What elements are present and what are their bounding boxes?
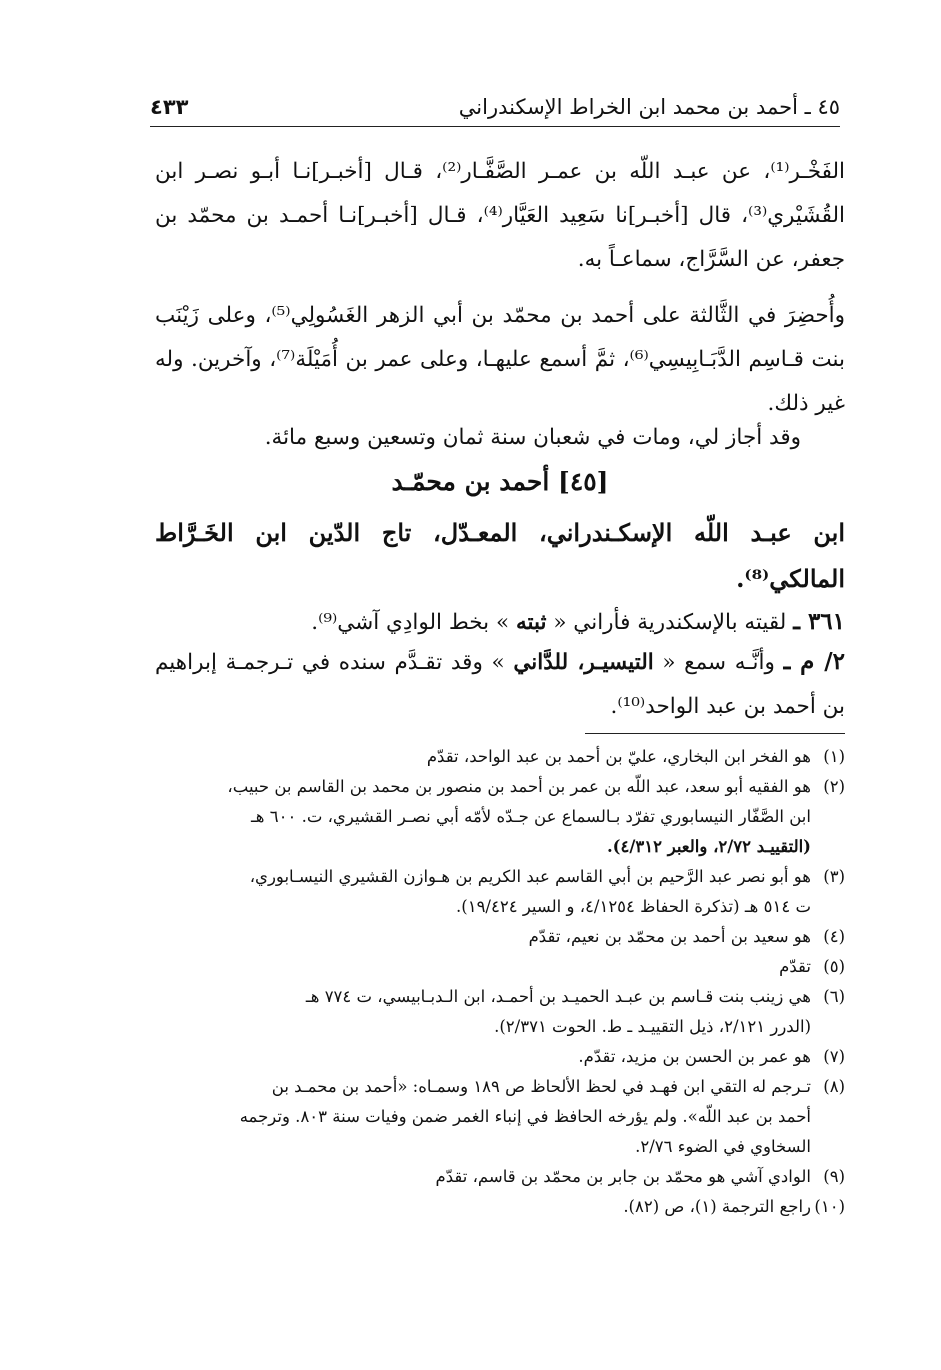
footnote-line: هو الفقيه أبو سعد، عبد اللّه بن عمر بن أحمد بن منصور بن محمد بن القاسم بن حبيب، — [227, 777, 811, 796]
footnote-line: السخاوي في الضوء ٢/٧٦. — [635, 1137, 811, 1156]
footnote — [155, 982, 845, 1042]
page-number: ٤٣٣ — [150, 95, 189, 119]
footnote-line: الوادي آشي هو محمّد بن جابر بن محمّد بن قاسم، تقدّم — [435, 1167, 811, 1186]
item-number: ٢/ م ـ — [783, 648, 845, 675]
footnote-line: هي زينب بنت قـاسم بن عبـد الحميـد بن أحمـد، ابن الـدبـابيسي، ت ٧٧٤ هـ — [305, 987, 811, 1006]
footnote-line: (الدرر ٢/١٢١، ذيل التقييـد ـ ط. الحوت ٢/٣٧١). — [494, 1017, 811, 1036]
paragraph-attendance: وأُحضِرَ في الثَّالثة على أحمد بن محمّد بن أبي الزهر الغَسُولِي⁽⁵⁾، وعلى زَيْنَب بنت قـاسِم الدَّبَـابِيسِي⁽⁶⁾، ثمَّ أسمع عليهـا، وعلى عمر بن أُمَيْلَة⁽⁷⁾، وآخرين. وله غير ذلك. — [155, 303, 846, 416]
item-bold-title: التيسيـر، للدَّاني — [513, 650, 654, 675]
header-title: ٤٥ ـ أحمد بن محمد ابن الخراط الإسكندراني — [458, 95, 840, 119]
footnote — [155, 922, 845, 952]
footnote-text — [155, 1192, 811, 1222]
entry-heading: [٤٥] أحمد بن محمّـد — [391, 467, 609, 496]
footnote-text — [155, 922, 811, 952]
footnote — [155, 742, 845, 772]
footnote — [155, 1162, 845, 1192]
footnote-number: (٢) — [823, 777, 845, 796]
entry-subtitle: ابن عبـد اللّه الإسكـندراني، المعـدّل، تاج الدّين ابن الخَـرَّاط المالكي⁽⁸⁾. — [155, 518, 845, 593]
footnote-text — [155, 1042, 811, 1072]
death-text: وقد أجاز لي، ومات في شعبان سنة ثمان وتسعين وسبع مائة. — [264, 425, 801, 450]
footnote-number: (٣) — [823, 867, 845, 886]
footnote — [155, 1042, 845, 1072]
footnote-number: (٩) — [823, 1167, 845, 1186]
footnotes — [155, 742, 845, 1222]
footnote-number: (١٠) — [814, 1197, 845, 1216]
footnote-line: ابن الصَّفّار النيسابوري تفرّد بـالسماع عن جـدّه لأمّه أبي نصـر القشيري، ت. ٦٠٠ هـ — [250, 807, 811, 826]
footnote-line: أحمد بن عبد اللّه». ولم يؤرخه الحافظ في إنباء الغمر ضمن وفيات سنة ٨٠٣. وترجمه — [239, 1107, 811, 1126]
entry-item-361 — [155, 600, 845, 645]
footnote-text — [155, 982, 811, 1042]
footnote-separator — [585, 733, 845, 734]
footnote-text — [155, 1072, 811, 1162]
footnote-line: هو سعيد بن أحمد بن محمّد بن نعيم، تقدّم — [528, 927, 811, 946]
item-text-tail: » وقد تقـدَّم سنده في تـرجمـة إبراهيم بن أحمد بن عبد الواحد⁽¹⁰⁾. — [155, 650, 845, 719]
entry-item-2 — [155, 640, 845, 729]
item-text-tail: » بخط الوادِي آشي⁽⁹⁾. — [311, 610, 510, 635]
footnote-line: هو أبو نصر عبد الرَّحيم بن أبي القاسم عبد الكريم بن هـوازن القشيري النيسـابوري، — [249, 867, 811, 886]
footnote-line: تقدّم — [779, 957, 811, 976]
footnote-text — [155, 742, 811, 772]
footnote-line: راجع الترجمة (١)، ص (٨٢). — [623, 1197, 811, 1216]
footnote-text — [155, 862, 811, 922]
footnote-number: (٦) — [823, 987, 845, 1006]
footnote-text — [155, 772, 811, 862]
item-text: وأنَّـه سمع « — [662, 650, 775, 675]
footnote — [155, 952, 845, 982]
footnote-line: تـرجم له التقي ابن فهـد في لحظ الألحاظ ص ١٨٩ وسمـاه: «أحمد بن محمـد بن — [271, 1077, 811, 1096]
footnote-number: (١) — [823, 747, 845, 766]
footnote-text — [155, 1162, 811, 1192]
footnote-line: (التقييـد ٢/٧٢، والعبر ٤/٣١٢). — [606, 837, 811, 856]
paragraph-chain-of-narration: الفَخْـر⁽¹⁾، عن عبـد اللّه بن عمـر الصَّفَّـار⁽²⁾، قـال [أخبـر]نـا أبـو نصـر ابن القُشَيْري⁽³⁾، قال [أخبـر]نا سَعِيد العَيَّار⁽⁴⁾، قـال [أخبـر]نـا أحمـد بن محمّد بن جعفر، عن السَّرَّاج، سماعـاً به. — [155, 159, 845, 272]
item-bold-title: ثبته — [515, 610, 547, 635]
footnote — [155, 1192, 845, 1222]
item-number: ٣٦١ ـ — [793, 608, 845, 635]
footnote-number: (٤) — [823, 927, 845, 946]
footnote — [155, 772, 845, 862]
footnote-line: هو الفخر ابن البخاري، عليّ بن أحمد بن عبد الواحد، تقدّم — [426, 747, 811, 766]
footnote — [155, 862, 845, 922]
footnote — [155, 1072, 845, 1162]
footnote-line: هو عمر بن الحسن بن مزيد، تقدّم. — [578, 1047, 811, 1066]
footnote-number: (٧) — [823, 1047, 845, 1066]
footnote-line: ت ٥١٤ هـ (تذكرة الحفاظ ٤/١٢٥٤، و السير ١٩/٤٢٤). — [456, 897, 811, 916]
item-text: لقيته بالإسكندرية فأراني « — [553, 610, 787, 635]
running-header — [150, 92, 840, 127]
footnote-number: (٨) — [823, 1077, 845, 1096]
footnote-number: (٥) — [823, 957, 845, 976]
footnote-text — [155, 952, 811, 982]
paragraph-death — [155, 416, 845, 460]
